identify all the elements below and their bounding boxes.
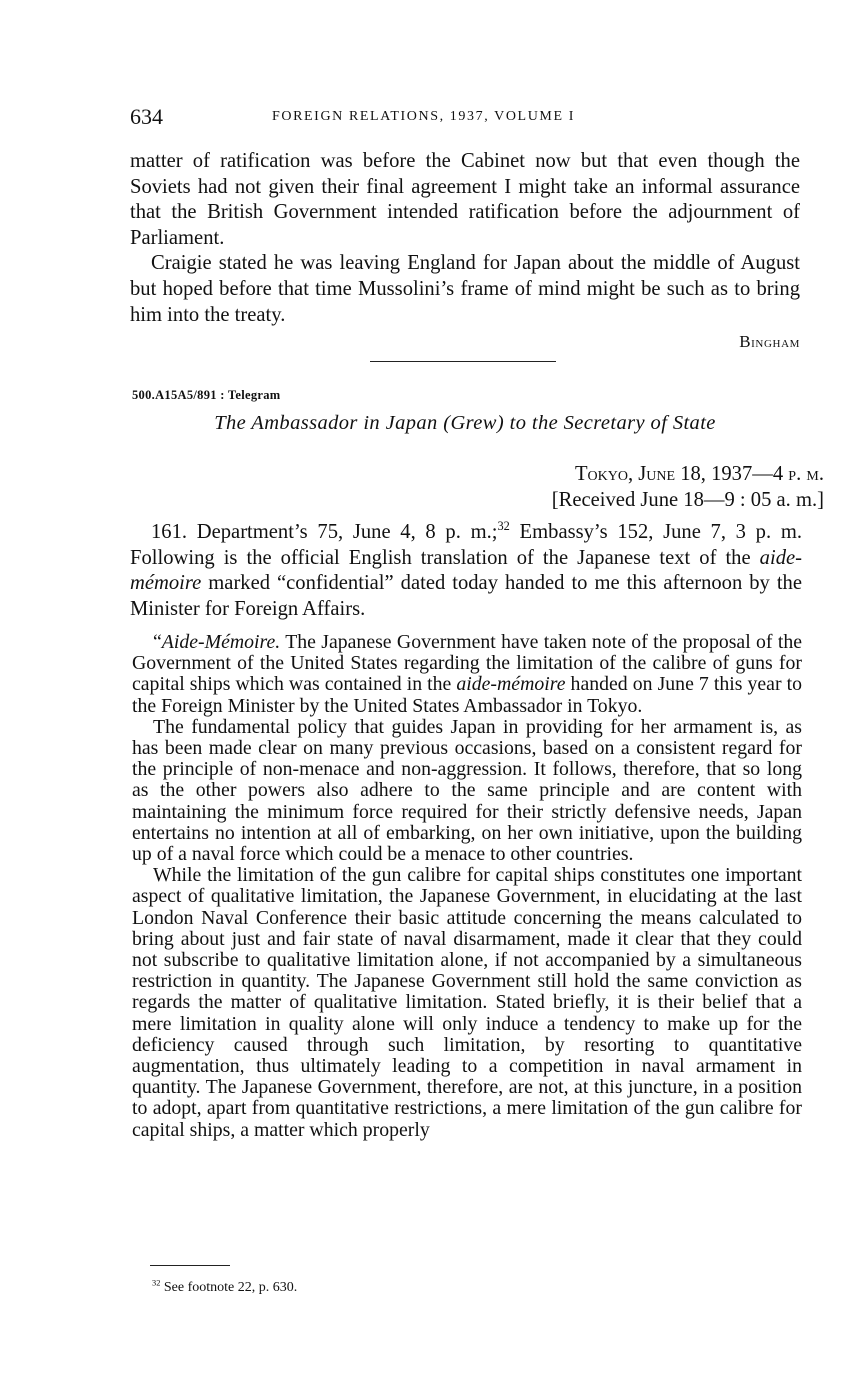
craigie-paragraph: Craigie stated he was leaving England for Japan about the middle of August but hoped before that time Mussolini’s frame of mind might be such as to bring him into the treaty.: [130, 252, 800, 326]
message-text-a: Department’s 75, June 4, 8 p. m.;: [187, 521, 498, 543]
footnote-text: See footnote 22, p. 630.: [160, 1280, 298, 1295]
memo-heading: Aide-Mémoire.: [161, 631, 281, 653]
memo-paragraph-2: The fundamental policy that guides Japan in providing for her armament is, as has been made clear on many previous occasions, based on a consistent regard for the principle of non-menace and non-aggression. It follows, therefore, that so long as the other powers also adhere to the same principle and are content with maintaining the minimum force required for their strictly defensive needs, Japan entertains no intention at all of embarking, on her own initiative, upon the building up of a naval force which could be a menace to other countries.: [132, 715, 802, 866]
message-text-b: Embassy’s 152, June 7, 3 p. m. Following is the official English translation of the Japanese text of the: [130, 521, 802, 569]
signature: Bingham: [739, 332, 800, 351]
message-number: 161.: [151, 521, 188, 543]
aide-memoire-text: [132, 632, 802, 1141]
page-number: 634: [130, 104, 163, 129]
memo-paragraph-3: While the limitation of the gun calibre for capital ships constitutes one important aspect of qualitative limitation, the Japanese Government, in elucidating at the last London Naval Conference their basic attitude concerning the means calculated to bring about just and fair state of naval disarmament, made it clear that they could not subscribe to qualitative limitation alone, if not accompanied by a simultaneous restriction in quantity. The Japanese Government still hold the same conviction as regards the matter of qualitative limitation. Stated briefly, it is their belief that a mere limitation in quality alone will only induce a tendency to make up for the deficiency caused through such limitation, by resorting to quantitative augmentation, thus ultimately leading to a competition in naval armament in quantity. The Japanese Government, therefore, are not, at this juncture, in a position to adopt, apart from quantitative restrictions, a mere limitation of the gun calibre for capital ships, a matter which properly: [132, 864, 802, 1141]
open-quote: “: [153, 631, 162, 653]
continued-paragraph: matter of ratification was before the Cabinet now but that even though the Soviets had not given their final agreement I might take an informal assurance that the British Government intended ratification before the adjournment of Parliament.: [130, 150, 800, 249]
file-reference: 500.A15A5/891 : Telegram: [132, 388, 281, 402]
document-title: The Ambassador in Japan (Grew) to the Secretary of State: [214, 412, 716, 434]
memo-italic-term: aide-mémoire: [456, 673, 566, 696]
message-text-c: marked “confidential” dated today handed to me this afternoon by the Minister for Foreign Affairs.: [130, 572, 802, 620]
footnote-ref-32[interactable]: 32: [497, 519, 510, 534]
message-italic-term: aide-mémoire: [130, 546, 802, 595]
footnote: [152, 1280, 297, 1296]
memo-p1-text-b: handed on June 7 this year to the Foreign Minister by the United States Ambassador in Tokyo.: [132, 673, 802, 717]
footnote-mark: 32: [152, 1278, 161, 1288]
telegram-message: [130, 520, 802, 622]
received-line: [Received June 18—9 : 05 a. m.]: [551, 489, 824, 511]
footnote-divider: [150, 1265, 230, 1266]
dateline-block: [552, 461, 824, 513]
memo-paragraph-1: [132, 632, 802, 717]
running-title: FOREIGN RELATIONS, 1937, VOLUME I: [272, 109, 575, 124]
memo-p1-text-a: The Japanese Government have taken note of the proposal of the Government of the United States regarding the limitation of the calibre of guns for capital ships which was contained in the: [132, 631, 802, 696]
page-header: [130, 104, 800, 134]
section-divider: [370, 361, 556, 362]
dateline: Tokyo, June 18, 1937—4 p. m.: [574, 463, 824, 485]
message-paragraph: [130, 520, 802, 622]
continued-text: [130, 149, 800, 328]
